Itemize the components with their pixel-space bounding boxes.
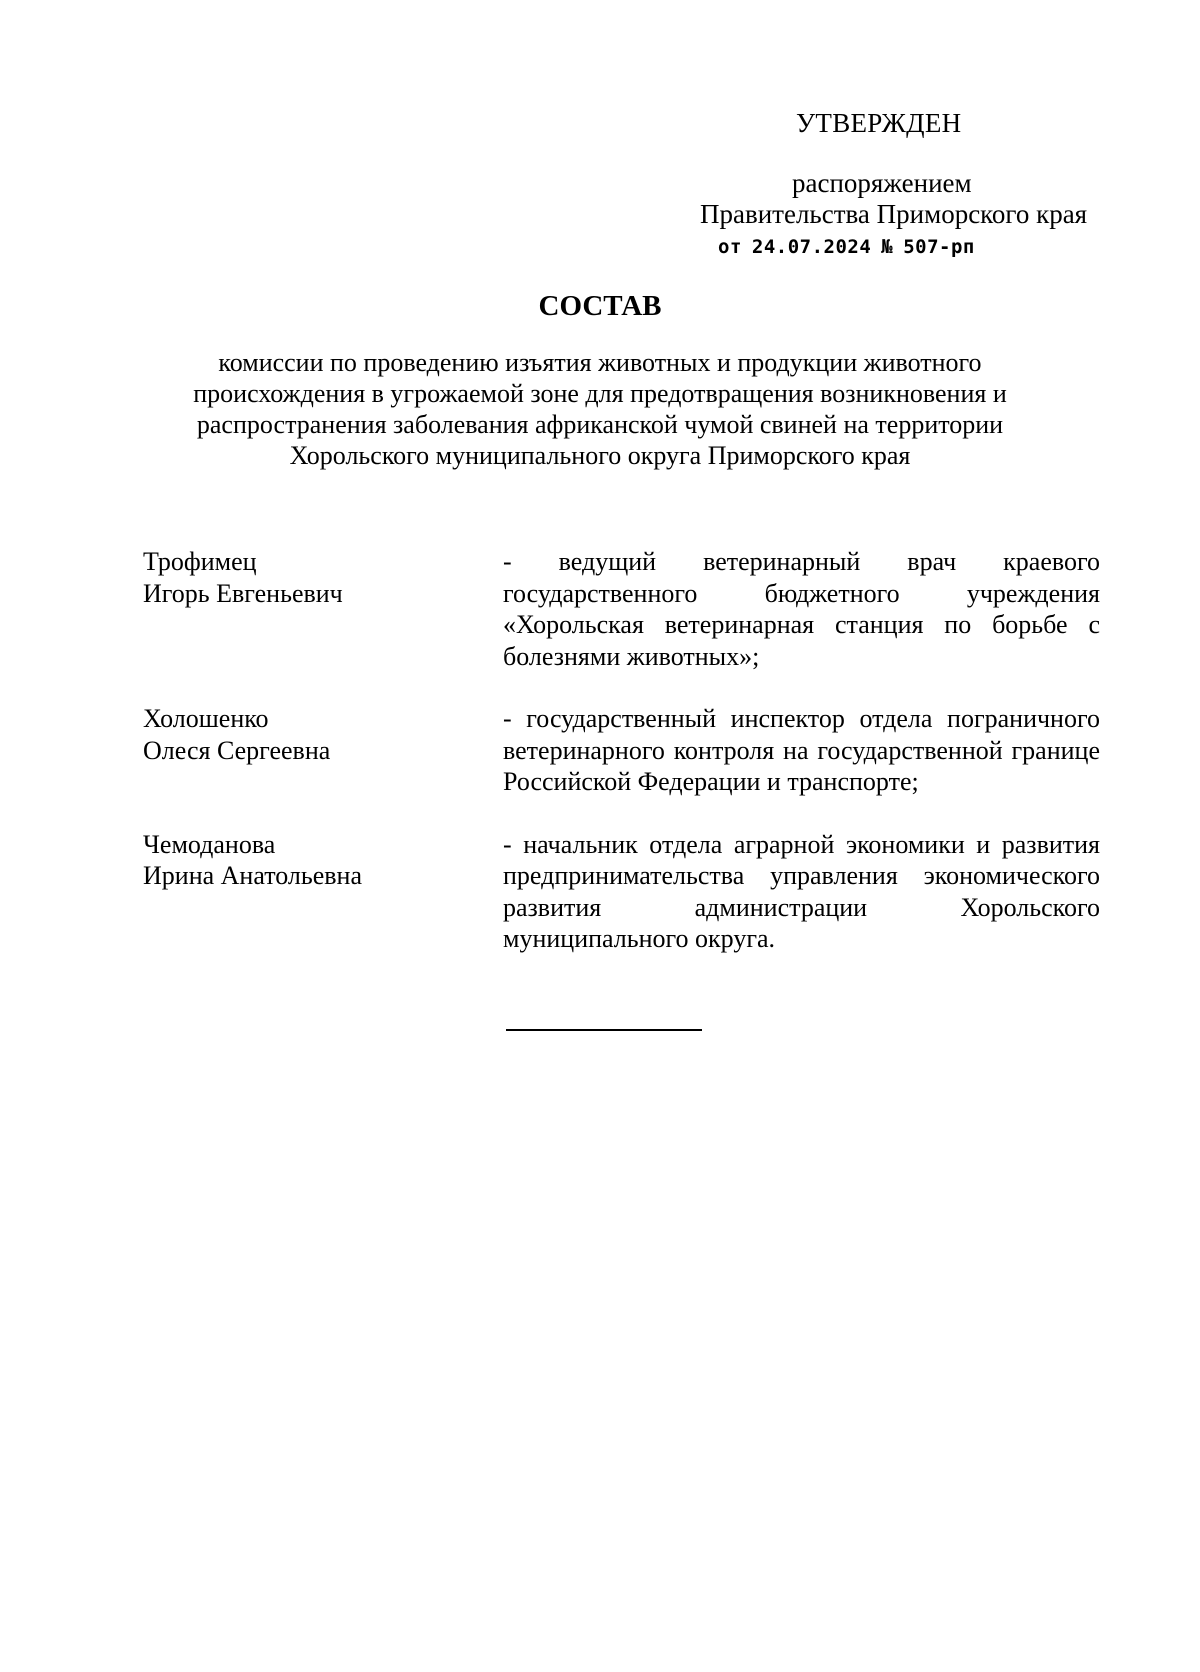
members-list — [143, 546, 1103, 986]
approval-authority: Правительства Приморского края — [700, 199, 1088, 229]
member-name — [143, 703, 503, 798]
member-role: - государственный инспектор отдела пограничного ветеринарного контроля на государственной границе Российской Федерации и транспорте; — [503, 704, 1100, 796]
order-number-sign: № — [881, 236, 894, 258]
member-given-names: Олеся Сергеевна — [143, 735, 331, 765]
document-subtitle: комиссии по проведению изъятия животных и продукции животного происхождения в угрожаемой зоне для предотвращения возникновения и распространения заболевания африканской чумой свиней на территории Хорольского муниципального округа Приморского края — [193, 348, 1007, 470]
document-title: СОСТАВ — [538, 290, 662, 322]
end-divider — [506, 1029, 702, 1031]
approval-by-order: распоряжением — [792, 168, 972, 198]
order-number: 507-рп — [903, 236, 975, 258]
order-date-prefix: от — [718, 236, 742, 258]
member-surname: Чемоданова — [143, 829, 276, 859]
member-entry — [143, 546, 1103, 672]
member-entry — [143, 829, 1103, 955]
member-name — [143, 546, 503, 672]
member-surname: Холошенко — [143, 704, 269, 733]
approval-status: УТВЕРЖДЕН — [796, 108, 962, 138]
order-reference — [718, 236, 975, 258]
member-surname: Трофимец — [143, 547, 257, 576]
member-given-names: Игорь Евгеньевич — [143, 578, 343, 608]
member-entry — [143, 703, 1103, 798]
member-name — [143, 829, 503, 955]
member-role: - начальник отдела аграрной экономики и развития предпринимательства управления экономического развития администрации Хорольского муниципального округа. — [503, 829, 1100, 953]
member-given-names: Ирина Анатольевна — [143, 861, 362, 890]
order-date: 24.07.2024 — [751, 236, 872, 258]
member-role: - ведущий ветеринарный врач краевого государственного бюджетного учреждения «Хорольская ветеринарная станция по борьбе с болезнями животных»; — [503, 547, 1100, 671]
